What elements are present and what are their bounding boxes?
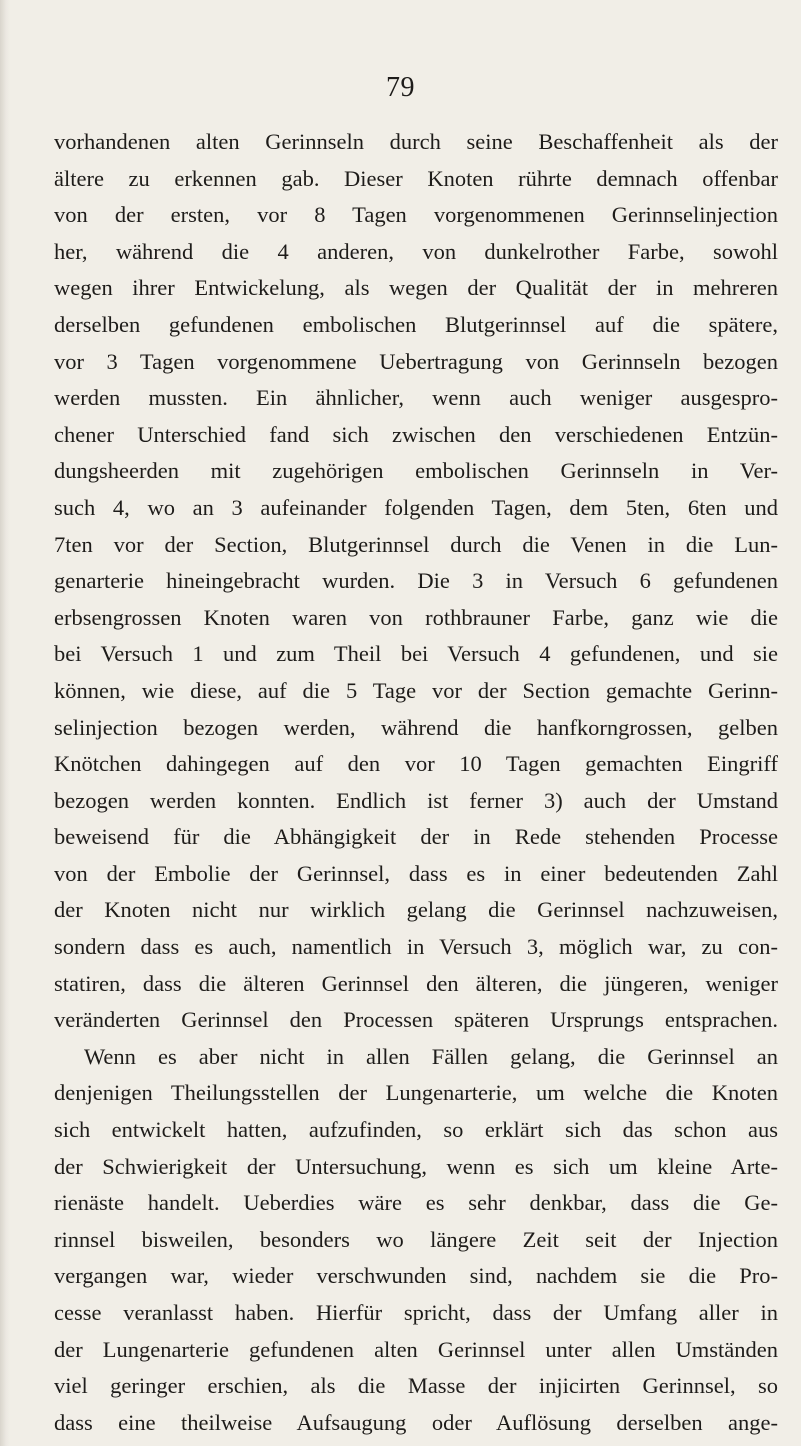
text-line: Knötchen dahingegen auf den vor 10 Tagen gemachten Eingriff (54, 751, 778, 777)
text-line: der Knoten nicht nur wirklich gelang die Gerinnsel nachzuweisen, (54, 897, 778, 923)
text-line: sondern dass es auch, namentlich in Versuch 3, möglich war, zu con- (54, 934, 778, 960)
text-line: rinnsel bisweilen, besonders wo längere Zeit seit der Injection (54, 1226, 778, 1252)
text-line: sich entwickelt hatten, aufzufinden, so erklärt sich das schon aus (54, 1117, 778, 1143)
text-line: der Lungenarterie gefundenen alten Gerinnsel unter allen Umständen (54, 1336, 778, 1362)
text-line: ältere zu erkennen gab. Dieser Knoten rührte demnach offenbar (54, 165, 778, 191)
text-line: wegen ihrer Entwickelung, als wegen der Qualität der in mehreren (54, 275, 778, 301)
text-line: können, wie diese, auf die 5 Tage vor der Section gemachte Gerinn- (54, 677, 778, 703)
text-line: vorhandenen alten Gerinnseln durch seine Beschaffenheit als der (54, 129, 778, 154)
text-line: statiren, dass die älteren Gerinnsel den älteren, die jüngeren, weniger (54, 970, 778, 996)
text-line: such 4, wo an 3 aufeinander folgenden Tagen, dem 5ten, 6ten und (54, 494, 778, 520)
text-line: derselben gefundenen embolischen Blutgerinnsel auf die spätere, (54, 311, 778, 337)
text-line: 7ten vor der Section, Blutgerinnsel durch die Venen in die Lun- (54, 531, 778, 557)
text-line: dungsheerden mit zugehörigen embolischen Gerinnseln in Ver- (54, 458, 778, 484)
page-number: 79 (386, 72, 415, 103)
text-line: von der Embolie der Gerinnsel, dass es in einer bedeutenden Zahl (54, 860, 778, 886)
text-line: werden mussten. Ein ähnlicher, wenn auch weniger ausgespro- (54, 385, 778, 411)
text-line: genarterie hineingebracht wurden. Die 3 in Versuch 6 gefundenen (54, 568, 778, 594)
text-line: von der ersten, vor 8 Tagen vorgenommenen Gerinnselinjection (54, 202, 778, 228)
text-line: vergangen war, wieder verschwunden sind, nachdem sie die Pro- (54, 1263, 778, 1289)
text-line: bei Versuch 1 und zum Theil bei Versuch 4 gefundenen, und sie (54, 641, 778, 667)
text-line: beweisend für die Abhängigkeit der in Rede stehenden Processe (54, 824, 778, 850)
text-line: her, während die 4 anderen, von dunkelrother Farbe, sowohl (54, 238, 778, 264)
text-line: rienäste handelt. Ueberdies wäre es sehr denkbar, dass die Ge- (54, 1190, 778, 1216)
text-line: veränderten Gerinnsel den Processen späteren Ursprungs entsprachen. (54, 1007, 778, 1033)
text-line: dass eine theilweise Aufsaugung oder Auflösung derselben ange- (54, 1409, 778, 1435)
text-line: selinjection bezogen werden, während die hanfkorngrossen, gelben (54, 714, 778, 740)
text-line: cesse veranlasst haben. Hierfür spricht, dass der Umfang aller in (54, 1300, 778, 1325)
text-line: der Schwierigkeit der Untersuchung, wenn es sich um kleine Arte- (54, 1153, 778, 1179)
body-text (54, 124, 778, 1441)
text-line-paragraph-start: Wenn es aber nicht in allen Fällen gelang, die Gerinnsel an (84, 1043, 778, 1069)
text-line: erbsengrossen Knoten waren von rothbrauner Farbe, ganz wie die (54, 604, 778, 630)
text-line: viel geringer erschien, als die Masse der injicirten Gerinnsel, so (54, 1373, 778, 1399)
page-binding-edge (0, 0, 10, 1446)
text-line: vor 3 Tagen vorgenommene Uebertragung von Gerinnseln bezogen (54, 348, 778, 374)
text-line: denjenigen Theilungsstellen der Lungenarterie, um welche die Knoten (54, 1080, 778, 1106)
text-line: bezogen werden konnten. Endlich ist ferner 3) auch der Umstand (54, 787, 778, 813)
text-line: chener Unterschied fand sich zwischen den verschiedenen Entzün- (54, 421, 778, 447)
